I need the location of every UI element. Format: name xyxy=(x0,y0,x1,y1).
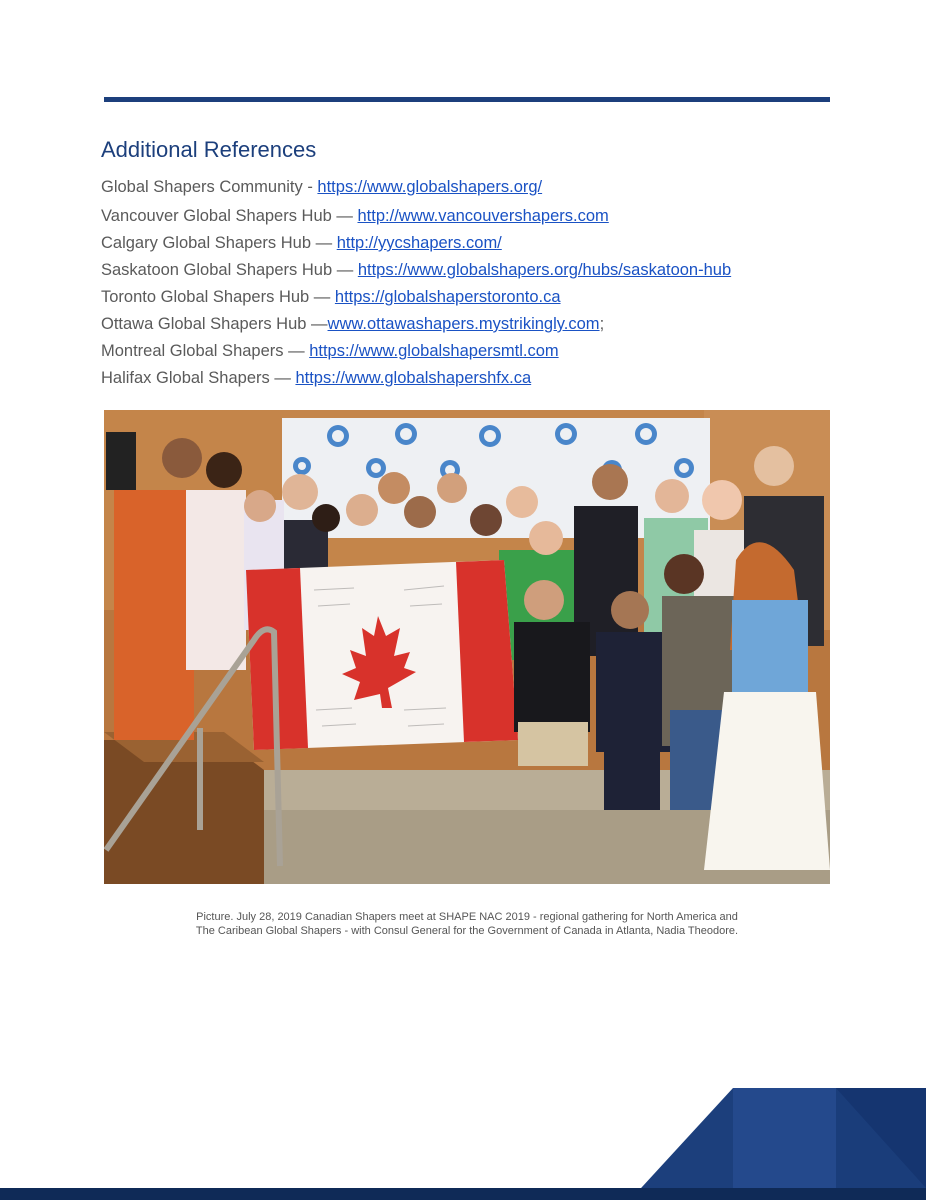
reference-link[interactable]: https://globalshaperstoronto.ca xyxy=(334,288,561,306)
reference-link[interactable]: https://www.globalshapers.org/hubs/saskatoon-hub xyxy=(357,261,732,279)
reference-link[interactable]: https://www.globalshapersmtl.com xyxy=(309,342,559,360)
reference-link[interactable]: www.ottawashapers.mystrikingly.com xyxy=(327,315,600,333)
reference-item xyxy=(101,257,731,284)
reference-list xyxy=(101,174,731,392)
reference-label: Calgary Global Shapers Hub — xyxy=(101,234,337,252)
reference-label: Global Shapers Community - xyxy=(101,178,318,196)
reference-link[interactable]: http://www.vancouvershapers.com xyxy=(357,207,609,225)
photo-caption xyxy=(104,910,830,938)
caption-line-1: Picture. July 28, 2019 Canadian Shapers meet at SHAPE NAC 2019 - regional gathering for North America and xyxy=(196,911,738,923)
reference-label: Saskatoon Global Shapers Hub — xyxy=(101,261,358,279)
reference-item xyxy=(101,174,731,203)
reference-label: Ottawa Global Shapers Hub — xyxy=(101,315,328,333)
reference-label: Toronto Global Shapers Hub — xyxy=(101,288,335,306)
reference-label: Vancouver Global Shapers Hub — xyxy=(101,207,358,225)
reference-label: Montreal Global Shapers — xyxy=(101,342,310,360)
caption-line-2: The Caribean Global Shapers - with Consul General for the Government of Canada in Atlanta, Nadia Theodore. xyxy=(195,925,739,937)
reference-item xyxy=(101,203,731,230)
reference-link[interactable]: http://yycshapers.com/ xyxy=(336,234,502,252)
canadian-flag-icon xyxy=(246,560,518,750)
reference-item xyxy=(101,311,731,338)
reference-label: Halifax Global Shapers — xyxy=(101,369,296,387)
reference-item xyxy=(101,338,731,365)
reference-suffix: ; xyxy=(599,315,605,333)
reference-link[interactable]: https://www.globalshapers.org/ xyxy=(317,178,543,196)
reference-item xyxy=(101,284,731,311)
reference-item xyxy=(101,365,731,392)
reference-item xyxy=(101,230,731,257)
group-photo xyxy=(104,410,830,884)
reference-link[interactable]: https://www.globalshapershfx.ca xyxy=(295,369,532,387)
section-heading: Additional References xyxy=(101,137,317,162)
top-divider xyxy=(104,97,830,102)
